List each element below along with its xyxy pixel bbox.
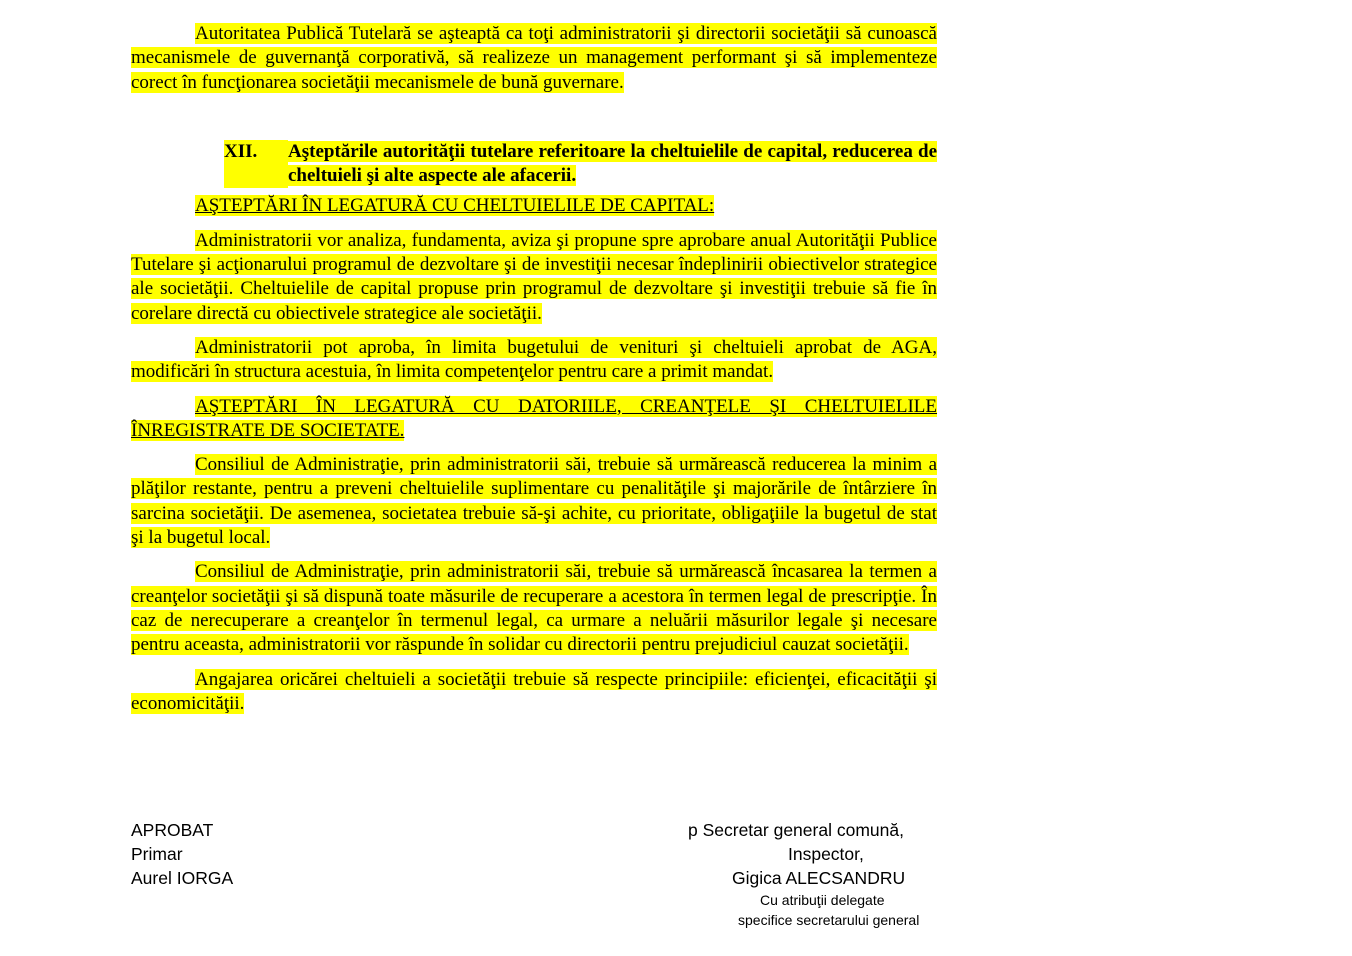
secretary-title: p Secretar general comună,	[688, 820, 904, 840]
inspector-title: Inspector,	[788, 844, 864, 864]
highlighted-text: Autoritatea Publică Tutelară se aşteaptă ca toţi administratorii şi directorii societăţii să cunoască mecanismele de guvernanţă corporativă, să realizeze un management performant şi să implementeze corect în funcţionarea societăţii mecanismele de bună guvernare.	[131, 23, 937, 93]
paragraph-governance	[131, 22, 937, 95]
section-title: Aşteptările autorităţii tutelare referitoare la cheltuielile de capital, reducerea de cheltuieli şi alte aspecte ale afacerii.	[288, 140, 937, 187]
paragraph-budget-changes: Administratorii pot aproba, în limita bugetului de venituri şi cheltuieli aprobat de AGA, modificări în structura acestuia, în limita competenţelor pentru care a primit mandat.	[131, 336, 937, 383]
paragraph-investment-program: Administratorii vor analiza, fundamenta, aviza şi propune spre aprobare anual Autorităţii Publice Tutelare şi acţionarului programul de dezvoltare şi de investiţii necesar îndeplinirii obiectivelor strategice ale societăţii. Cheltuielile de capital propuse prin programul de dezvoltare şi investiţii trebuie să fie în corelare directă cu obiectivele strategice ale societăţii.	[131, 229, 937, 324]
subheading-capital-expenditure: AŞTEPTĂRI ÎN LEGATURĂ CU CHELTUIELILE DE CAPITAL:	[195, 195, 715, 217]
signature-block-approved	[131, 818, 233, 890]
paragraph-expense-principles: Angajarea oricărei cheltuieli a societăţii trebuie să respecte principiile: eficienţei, eficacităţii şi economicităţii.	[131, 668, 937, 714]
paragraph-receivables-collection: Consiliul de Administraţie, prin administratorii săi, trebuie să urmărească încasarea la termen a creanţelor societăţii şi să dispună toate măsurile de recuperare a acestora în termen legal de prescripţie. În caz de nerecuperare a creanţelor în termenul legal, ca urmare a neluării măsurilor legale şi necesare pentru aceasta, administratorii vor răspunde în solidar cu directorii pentru prejudiciul cauzat societăţii.	[131, 561, 937, 656]
inspector-name: Gigica ALECSANDRU	[732, 868, 906, 888]
subheading-debts-receivables: AŞTEPTĂRI ÎN LEGATURĂ CU DATORIILE, CREANŢELE ŞI CHELTUIELILE ÎNREGISTRATE DE SOCIETATE.	[131, 395, 937, 441]
section-number: XII.	[224, 140, 288, 189]
signature-block-secretary	[688, 818, 928, 930]
signer-title: Primar	[131, 844, 183, 864]
document-body	[131, 22, 937, 716]
approval-label: APROBAT	[131, 820, 214, 840]
paragraph-overdue-payments: Consiliul de Administraţie, prin administratorii săi, trebuie să urmărească reducerea la minim a plăţilor restante, pentru a preveni cheltuielile suplimentare cu penalităţile şi majorările de întârziere în sarcina societăţii. De asemenea, societatea trebuie să-şi achite, cu prioritate, obligaţiile la bugetul de stat şi la bugetul local.	[131, 454, 937, 549]
signer-name: Aurel IORGA	[131, 868, 234, 888]
section-heading-xii	[224, 140, 937, 189]
delegation-note-line1: Cu atribuţii delegate	[760, 892, 885, 908]
delegation-note-line2: specifice secretarului general	[738, 912, 920, 928]
